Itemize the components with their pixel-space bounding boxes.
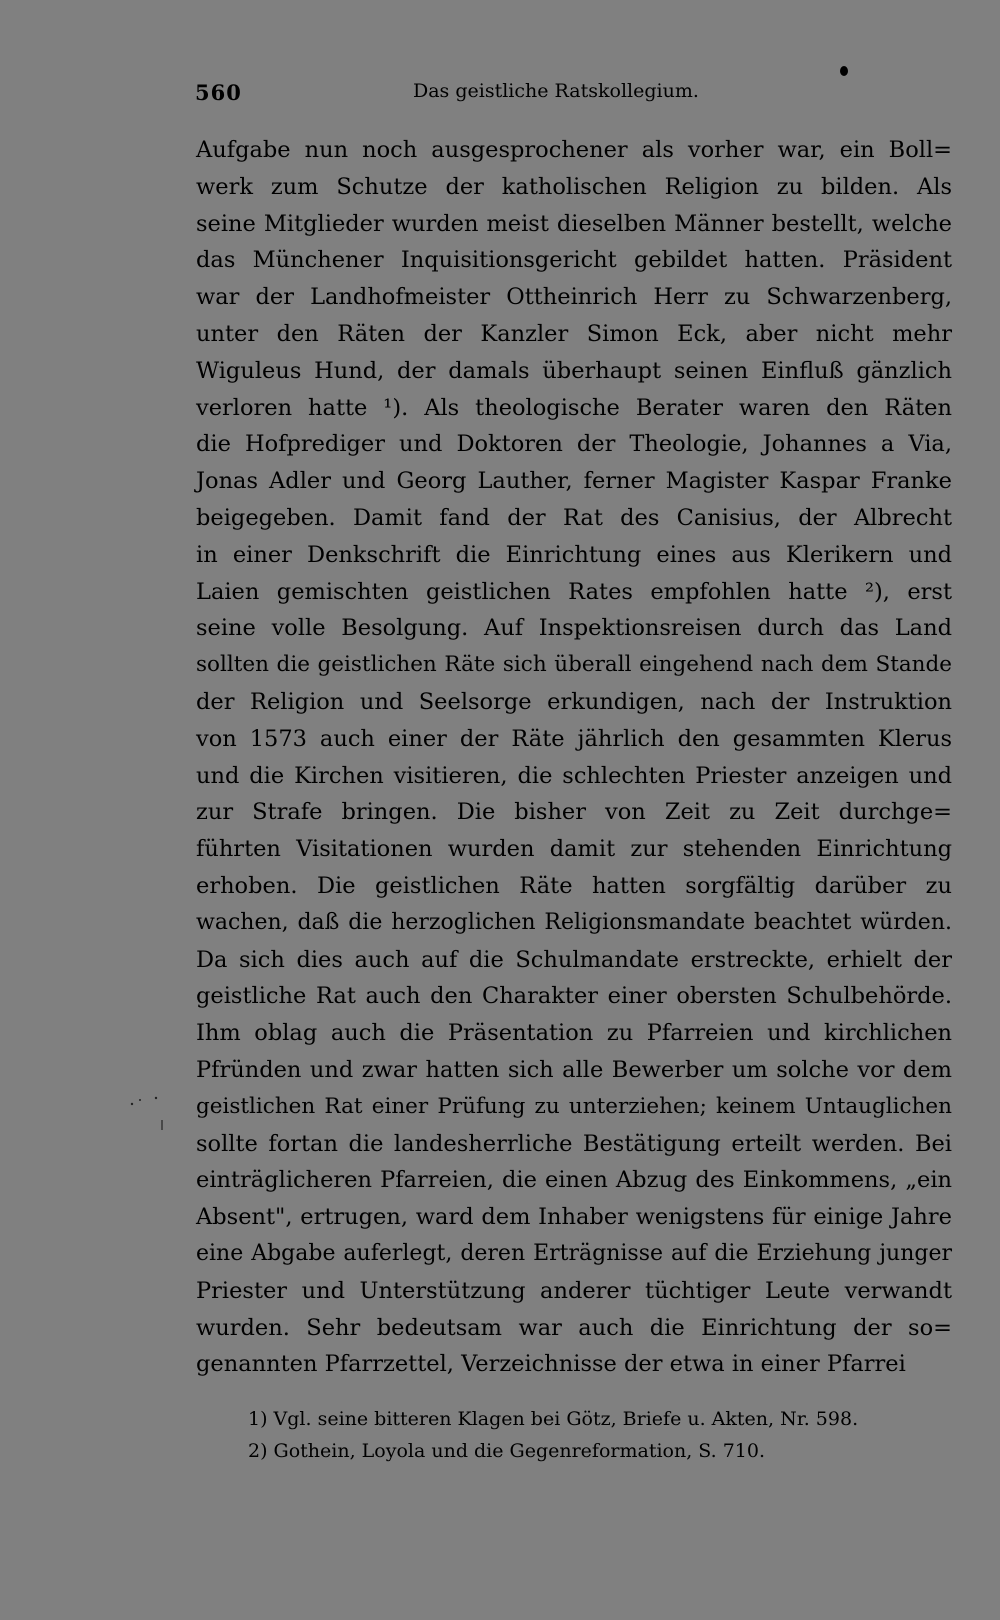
scan-specks [126, 1092, 170, 1142]
text-line: genannten Pfarrzettel, Verzeichnisse der etwa in einer Pfarrei [196, 1351, 906, 1378]
text-line: Laien gemischten geistlichen Rates empfohlen hatte ²), erst [196, 578, 952, 605]
text-line: Priester und Unterstützung anderer tüchtiger Leute verwandt [196, 1277, 952, 1304]
text-line: geistlichen Rat einer Prüfung zu unterziehen; keinem Untauglichen [196, 1093, 952, 1119]
body-text [196, 132, 952, 1383]
text-line: zur Strafe bringen. Die bisher von Zeit zu Zeit durchge= [196, 799, 952, 826]
footnote: 2) Gothein, Loyola und die Gegenreformation, S. 710. [248, 1440, 766, 1462]
text-line: war der Landhofmeister Ottheinrich Herr zu Schwarzenberg, [196, 284, 952, 311]
text-line: werk zum Schutze der katholischen Religion zu bilden. Als [196, 173, 952, 200]
page-header [195, 80, 955, 116]
text-line: Aufgabe nun noch ausgesprochener als vorher war, ein Boll= [196, 137, 952, 163]
text-line: einträglicheren Pfarreien, die einen Abzug des Einkommens, „ein [196, 1167, 952, 1194]
text-line: eine Abgabe auferlegt, deren Erträgnisse auf die Erziehung junger [196, 1240, 952, 1266]
text-line: und die Kirchen visitieren, die schlechten Priester anzeigen und [196, 762, 952, 789]
text-line: geistliche Rat auch den Charakter einer obersten Schulbehörde. [196, 983, 952, 1010]
text-line: in einer Denkschrift die Einrichtung eines aus Klerikern und [196, 541, 952, 568]
text-line: Jonas Adler und Georg Lauther, ferner Magister Kaspar Franke [196, 468, 952, 495]
ink-dot [840, 66, 848, 76]
text-line: Absent", ertrugen, ward dem Inhaber wenigstens für einige Jahre [196, 1204, 952, 1231]
text-line: Da sich dies auch auf die Schulmandate erstreckte, erhielt der [196, 946, 952, 973]
text-line: das Münchener Inquisitionsgericht gebildet hatten. Präsident [196, 247, 952, 274]
text-line: sollten die geistlichen Räte sich überall eingehend nach dem Stande [196, 652, 952, 678]
text-line: wurden. Sehr bedeutsam war auch die Einrichtung der so= [196, 1314, 952, 1341]
text-line: wachen, daß die herzoglichen Religionsmandate beachtet würden. [196, 909, 952, 935]
page-number: 560 [195, 80, 242, 105]
running-title: Das geistliche Ratskollegium. [413, 80, 699, 102]
text-line: sollte fortan die landesherrliche Bestätigung erteilt werden. Bei [196, 1130, 952, 1157]
text-line: Wiguleus Hund, der damals überhaupt seinen Einfluß gänzlich [196, 357, 952, 384]
text-line: seine Mitglieder wurden meist dieselben Männer bestellt, welche [196, 210, 952, 237]
text-line: Pfründen und zwar hatten sich alle Bewerber um solche vor dem [196, 1056, 952, 1083]
footnotes [248, 1403, 948, 1467]
text-line: Ihm oblag auch die Präsentation zu Pfarreien und kirchlichen [196, 1020, 952, 1047]
text-line: führten Visitationen wurden damit zur stehenden Einrichtung [196, 836, 952, 863]
text-line: der Religion und Seelsorge erkundigen, nach der Instruktion [196, 688, 952, 715]
text-line: beigegeben. Damit fand der Rat des Canisius, der Albrecht [196, 504, 952, 531]
text-line: erhoben. Die geistlichen Räte hatten sorgfältig darüber zu [196, 872, 952, 899]
text-line: die Hofprediger und Doktoren der Theologie, Johannes a Via, [196, 431, 952, 458]
text-line: seine volle Besolgung. Auf Inspektionsreisen durch das Land [196, 615, 952, 642]
text-line: verloren hatte ¹). Als theologische Berater waren den Räten [196, 394, 952, 421]
footnote: 1) Vgl. seine bitteren Klagen bei Götz, Briefe u. Akten, Nr. 598. [248, 1408, 859, 1430]
text-line: unter den Räten der Kanzler Simon Eck, aber nicht mehr [196, 320, 952, 347]
text-line: von 1573 auch einer der Räte jährlich den gesammten Klerus [196, 725, 952, 752]
